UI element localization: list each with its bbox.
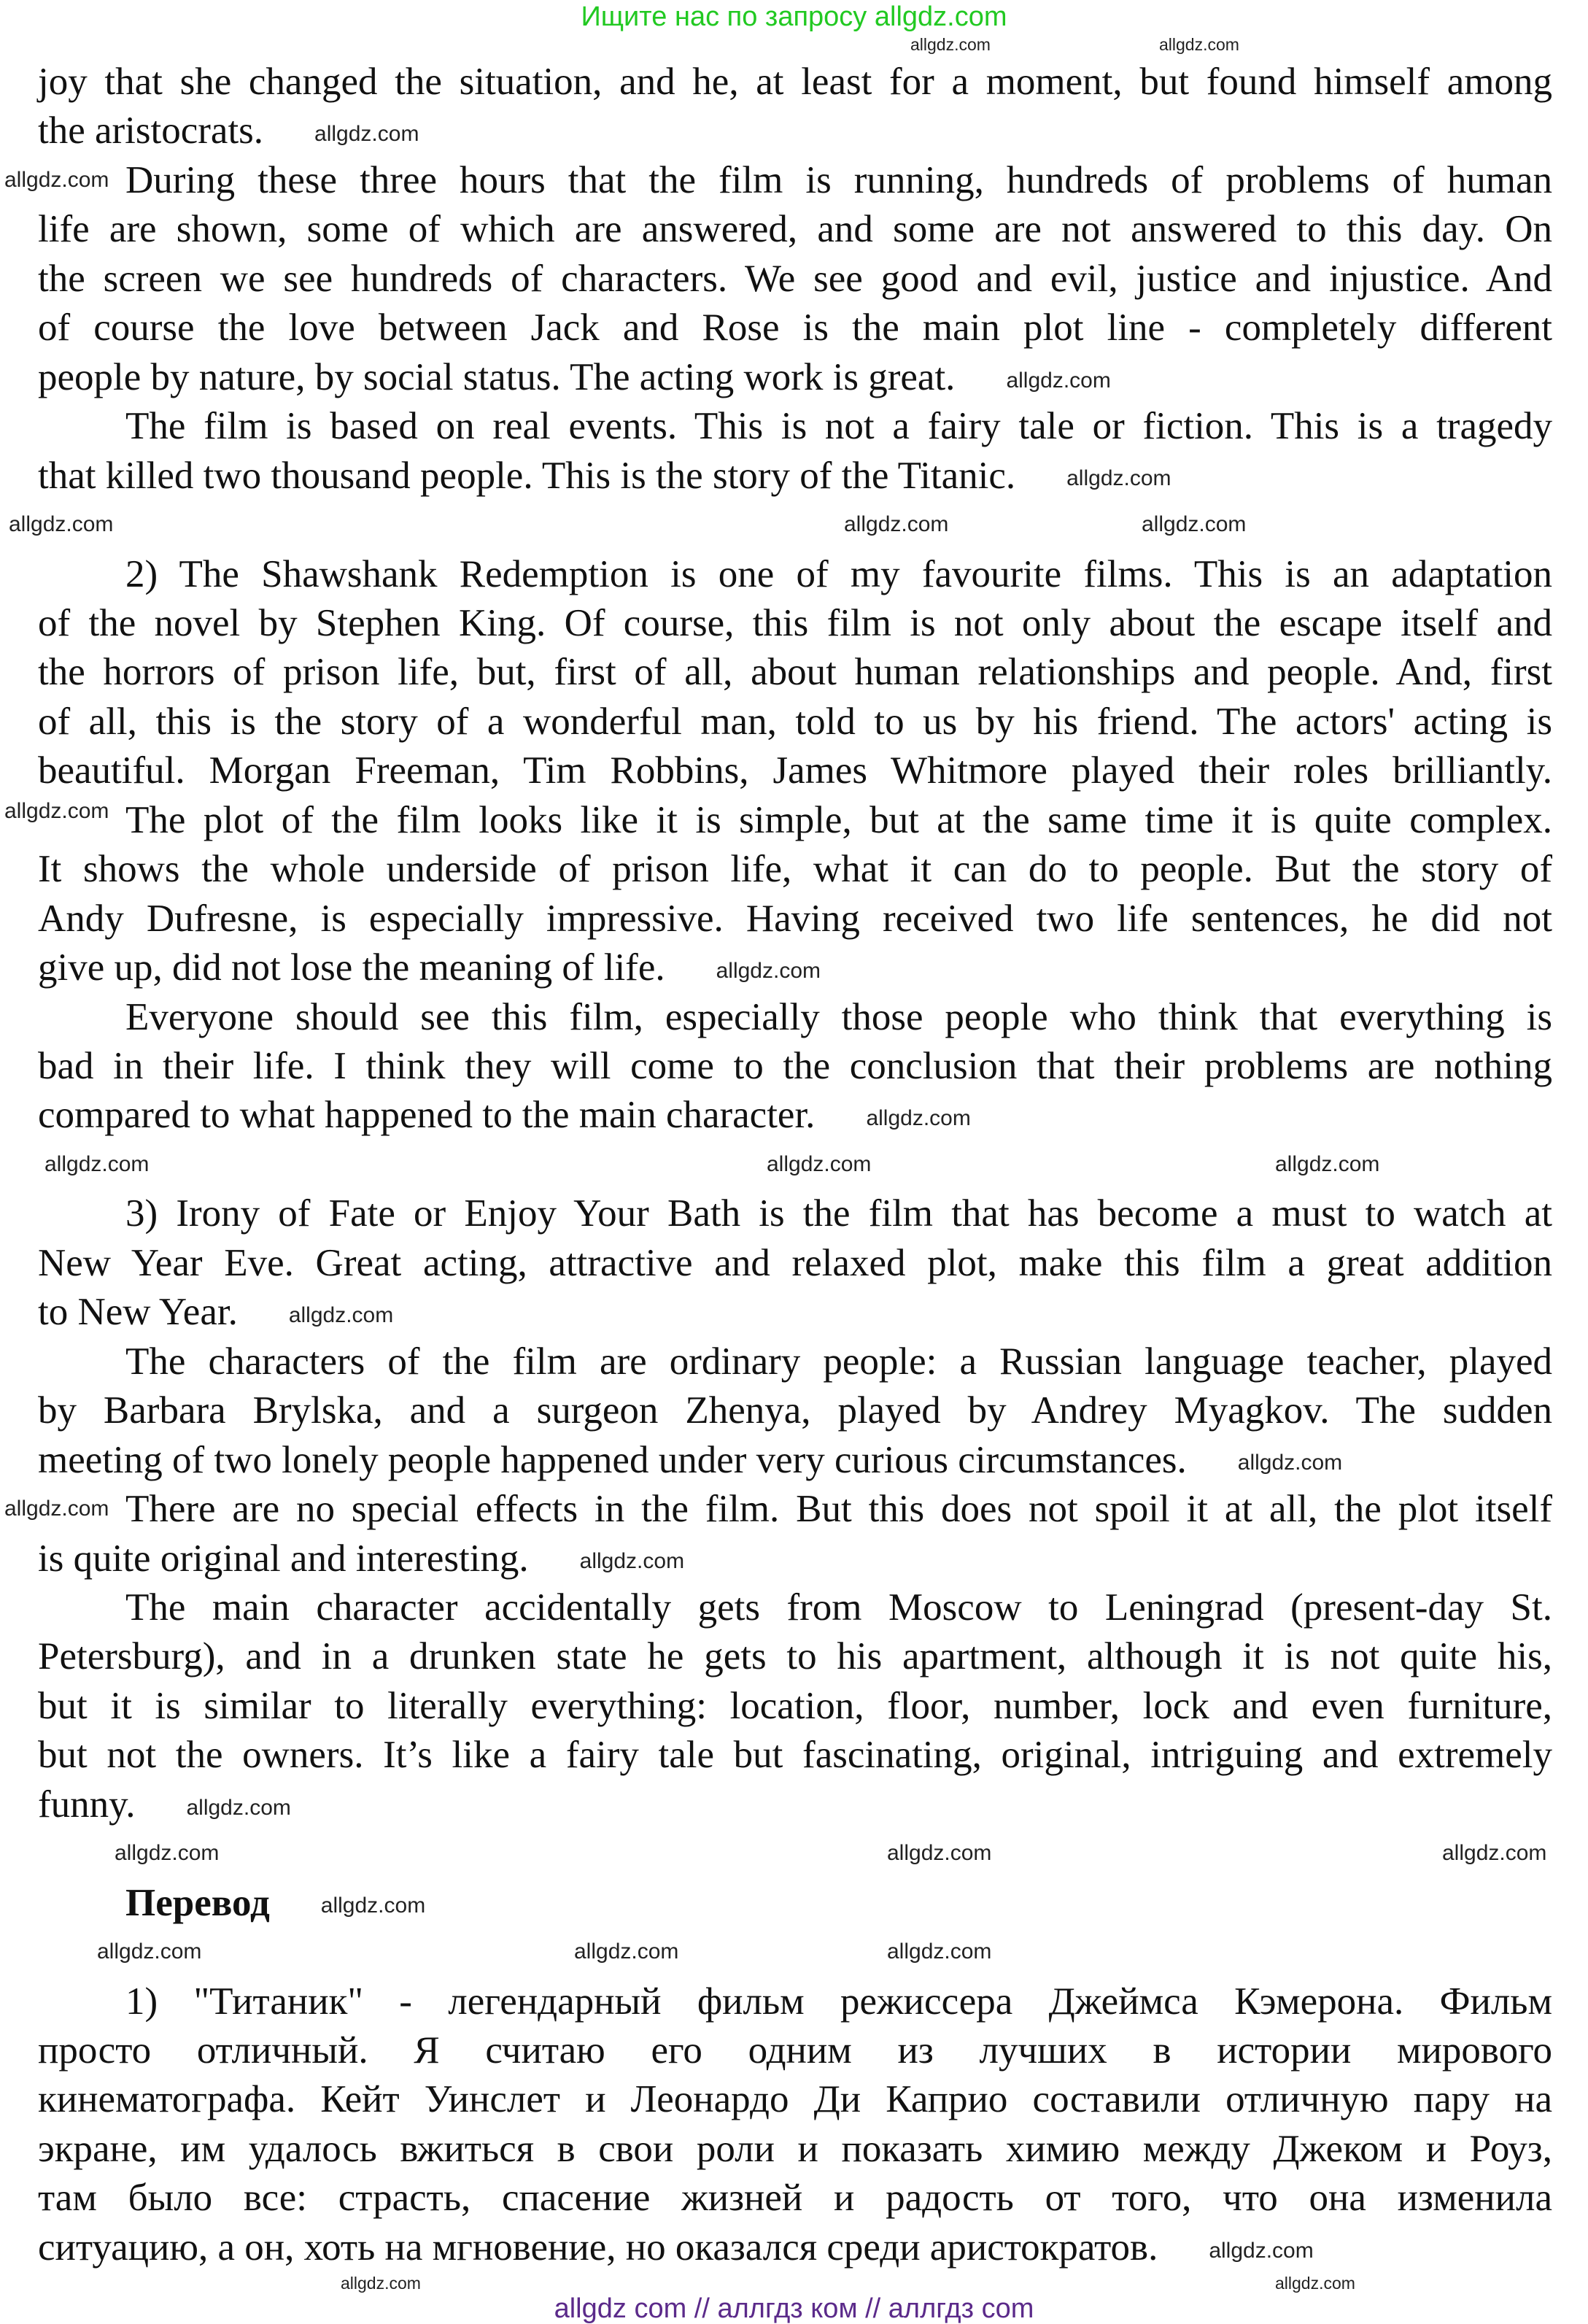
text-line-content: The plot of the film looks like it is simple, but at the same time it is quite complex. <box>125 798 1552 841</box>
text-line-content: of all, this is the story of a wonderful man, told to us by his friend. The actors' acting is <box>38 700 1552 743</box>
text-line-content: the screen we see hundreds of characters. We see good and evil, justice and injustice. And <box>38 257 1552 300</box>
text-line <box>38 255 1552 303</box>
watermark: allgdz.com <box>314 122 419 147</box>
text-line <box>38 746 1552 795</box>
watermark: allgdz.com <box>767 1152 872 1176</box>
text-line <box>38 353 1552 401</box>
text-line-content: ситуацию, а он, хоть на мгновение, но оказался среди аристократов. <box>38 2225 1158 2269</box>
watermark: allgdz.com <box>574 1939 679 1964</box>
watermark: allgdz.com <box>97 1939 202 1964</box>
text-line-content: Перевод <box>125 1881 270 1924</box>
watermark: allgdz.com <box>1142 512 1247 536</box>
text-line <box>125 156 1552 204</box>
watermark: allgdz.com <box>1006 368 1111 393</box>
watermark: allgdz.com <box>1066 466 1171 491</box>
watermark: allgdz.com <box>1442 1841 1547 1865</box>
watermark: allgdz.com <box>1275 2274 1355 2293</box>
text-line-content: кинематографа. Кейт Уинслет и Леонардо Ди Каприо составили отличную пару на <box>38 2078 1552 2121</box>
text-line <box>38 1239 1552 1287</box>
text-line <box>125 1337 1552 1386</box>
watermark: allgdz.com <box>115 1841 220 1865</box>
text-line-content: compared to what happened to the main character. <box>38 1094 816 1137</box>
text-line-content: 3) Irony of Fate or Enjoy Your Bath is the film that has become a must to watch at <box>125 1192 1552 1235</box>
text-line <box>38 205 1552 253</box>
text-line <box>38 2223 1552 2271</box>
watermark: allgdz.com <box>44 1152 150 1176</box>
text-line <box>125 1485 1552 1533</box>
text-line <box>38 1288 1552 1336</box>
watermark: allgdz.com <box>186 1795 291 1820</box>
text-line <box>38 1042 1552 1090</box>
text-line <box>38 1780 1552 1829</box>
text-line <box>125 1189 1552 1238</box>
text-line <box>125 1583 1552 1632</box>
text-line <box>38 2026 1552 2074</box>
text-line <box>38 845 1552 893</box>
text-line <box>38 895 1552 943</box>
watermark: allgdz.com <box>4 168 109 192</box>
text-line-content: of course the love between Jack and Rose is the main plot line - completely different <box>38 306 1552 350</box>
text-line-content: the horrors of prison life, but, first of all, about human relationships and people. And, first <box>38 651 1552 694</box>
text-line-content: that killed two thousand people. This is the story of the Titanic. <box>38 454 1016 497</box>
text-line-content: 2) The Shawshank Redemption is one of my favourite films. This is an adaptation <box>125 552 1552 595</box>
text-line-content: It shows the whole underside of prison life, what it can do to people. But the story of <box>38 848 1552 891</box>
text-line <box>38 1682 1552 1730</box>
text-line <box>125 993 1552 1041</box>
text-line-content: New Year Eve. Great acting, attractive and relaxed plot, make this film a great addition <box>38 1241 1552 1284</box>
text-line-content: joy that she changed the situation, and he, at least for a moment, but found himself among <box>38 61 1552 103</box>
watermark: allgdz.com <box>1237 1451 1343 1475</box>
watermark: allgdz.com <box>910 35 991 54</box>
text-line-content: meeting of two lonely people happened under very curious circumstances. <box>38 1438 1187 1481</box>
text-line <box>38 2174 1552 2222</box>
watermark: allgdz.com <box>341 2274 421 2293</box>
watermark: allgdz.com <box>288 1303 394 1328</box>
text-line <box>38 1436 1552 1484</box>
section-heading <box>125 1879 1552 1927</box>
watermark: allgdz.com <box>4 799 109 823</box>
text-line <box>38 698 1552 746</box>
text-line-content: 1) "Титаник" - легендарный фильм режиссера Джеймса Кэмерона. Фильм <box>125 1980 1552 2023</box>
watermark: allgdz.com <box>4 1497 109 1521</box>
text-line-content: The main character accidentally gets from Moscow to Leningrad (present-day St. <box>125 1586 1552 1629</box>
text-line-content: to New Year. <box>38 1291 238 1334</box>
watermark: allgdz.com <box>1275 1152 1380 1176</box>
watermark: allgdz.com <box>716 958 821 983</box>
text-line-content: but it is similar to literally everything: location, floor, number, lock and even furniture, <box>38 1684 1552 1727</box>
text-line-content: Andy Dufresne, is especially impressive. Having received two life sentences, he did not <box>38 897 1552 940</box>
text-line-content: экране, им удалось вжиться в свои роли и показать химию между Джеком и Роуз, <box>38 2127 1552 2170</box>
text-line <box>38 452 1552 500</box>
text-line-content: people by nature, by social status. The acting work is great. <box>38 355 956 398</box>
text-line <box>125 550 1552 598</box>
text-line-content: but not the owners. It’s like a fairy tale but fascinating, original, intriguing and extremely <box>38 1734 1552 1777</box>
text-line <box>125 402 1552 450</box>
text-line-content: The film is based on real events. This is not a fairy tale or fiction. This is a tragedy <box>125 405 1552 448</box>
text-line-content: by Barbara Brylska, and a surgeon Zhenya, played by Andrey Myagkov. The sudden <box>38 1389 1552 1432</box>
text-line <box>38 943 1552 992</box>
text-line-content: The characters of the film are ordinary people: a Russian language teacher, played <box>125 1340 1552 1383</box>
text-line <box>38 1632 1552 1680</box>
text-line <box>38 648 1552 696</box>
text-line-content: There are no special effects in the film. But this does not spoil it at all, the plot itself <box>125 1488 1552 1531</box>
text-line-content: просто отличный. Я считаю его одним из лучших в истории мирового <box>38 2029 1552 2072</box>
text-line <box>38 304 1552 352</box>
text-line-content: bad in their life. I think they will come to the conclusion that their problems are nothing <box>38 1045 1552 1087</box>
text-line-content: life are shown, some of which are answered, and some are not answered to this day. On <box>38 208 1552 251</box>
text-line-content: beautiful. Morgan Freeman, Tim Robbins, James Whitmore played their roles brilliantly. <box>38 749 1552 792</box>
text-line <box>38 2075 1552 2123</box>
watermark: allgdz.com <box>1209 2238 1314 2263</box>
text-line-content: Petersburg), and in a drunken state he gets to his apartment, although it is not quite his, <box>38 1635 1552 1678</box>
text-line <box>38 107 1552 155</box>
header-banner: Ищите нас по запросу allgdz.com <box>581 1 1007 32</box>
text-line-content: там было все: страсть, спасение жизней и радость от того, что она изменила <box>38 2177 1552 2220</box>
text-line <box>38 1731 1552 1779</box>
text-line-content: Everyone should see this film, especially those people who think that everything is <box>125 995 1552 1038</box>
watermark: allgdz.com <box>844 512 949 536</box>
text-line <box>38 1386 1552 1435</box>
text-line <box>38 2125 1552 2173</box>
text-line <box>38 1534 1552 1583</box>
footer-banner: allgdz com // аллгдз ком // аллгдз com <box>554 2293 1034 2324</box>
text-line-content: funny. <box>38 1783 136 1826</box>
watermark: allgdz.com <box>579 1549 685 1574</box>
text-line <box>125 1977 1552 2026</box>
text-line <box>38 1091 1552 1139</box>
text-line-content: During these three hours that the film is running, hundreds of problems of human <box>125 158 1552 201</box>
text-line <box>125 796 1552 844</box>
text-line-content: the aristocrats. <box>38 109 264 153</box>
text-line-content: is quite original and interesting. <box>38 1537 529 1580</box>
watermark: allgdz.com <box>887 1939 992 1964</box>
watermark: allgdz.com <box>887 1841 992 1865</box>
text-line <box>38 58 1552 106</box>
text-line <box>38 599 1552 647</box>
watermark: allgdz.com <box>1159 35 1239 54</box>
text-line-content: give up, did not lose the meaning of life. <box>38 946 665 989</box>
watermark: allgdz.com <box>866 1106 971 1131</box>
text-line-content: of the novel by Stephen King. Of course, this film is not only about the escape itself and <box>38 601 1552 644</box>
watermark: allgdz.com <box>9 512 114 536</box>
watermark: allgdz.com <box>320 1893 426 1918</box>
